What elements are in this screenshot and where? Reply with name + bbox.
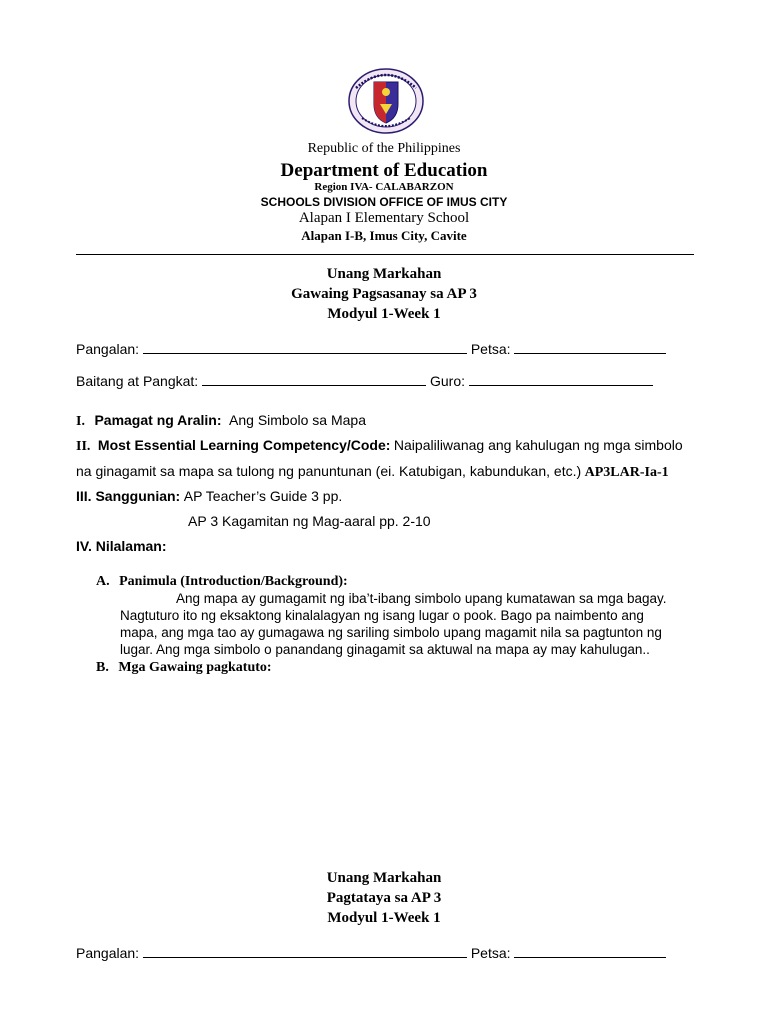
school-address: Alapan I-B, Imus City, Cavite (301, 228, 467, 243)
item-iii-ref2: AP 3 Kagamitan ng Mag-aaral pp. 2-10 (188, 513, 431, 529)
section1-title-activity: Gawaing Pagsasanay sa AP 3 (291, 286, 477, 302)
item-iii-label: III. Sanggunian: (76, 488, 181, 504)
item-iv-label: IV. Nilalaman: (76, 538, 167, 554)
item-ii-label: Most Essential Learning Competency/Code: (97, 437, 391, 453)
content-a-line1: Ang mapa ay gumagamit ng iba’t-ibang simbolo upang kumatawan sa mga bagay. (176, 591, 667, 606)
section2-title-quarter: Unang Markahan (326, 870, 442, 886)
content-b-letter: B. (96, 660, 109, 675)
header-divider (76, 254, 694, 255)
deped-seal-logo (348, 68, 424, 134)
item-iii-ref1: AP Teacher’s Guide 3 pp. (183, 488, 343, 504)
department-title: Department of Education (280, 160, 488, 181)
item-i-label: Pamagat ng Aralin: (94, 412, 222, 428)
content-a-line3: mapa, ang mga tao ay gumagawa ng sariling simbolo upang magamit nila sa pagtunton ng (120, 625, 662, 640)
content-a-letter: A. (96, 574, 110, 589)
item-references (76, 488, 342, 506)
item-ii-code: AP3LAR-Ia-1 (584, 465, 669, 480)
section1-title-quarter: Unang Markahan (326, 266, 442, 282)
grade-label: Baitang at Pangkat: (76, 373, 199, 389)
grade-field[interactable] (202, 373, 426, 386)
item-ii-number: II. (76, 439, 91, 454)
grade-teacher-row (76, 373, 653, 389)
region-line: Region IVA- CALABARZON (314, 181, 454, 193)
section1-title-module: Modyul 1-Week 1 (327, 306, 441, 322)
item-i-number: I. (76, 414, 85, 429)
content-a-line4: lugar. Ang mga simbolo o panandang ginagamit sa aktuwal na mapa ay may kahulugan.. (120, 642, 650, 657)
content-a-line2: Nagtuturo ito ng eksaktong kinalalagyan ng isang lugar o pook. Bago pa naimbento ang (120, 608, 644, 623)
content-b-title: Mga Gawaing pagkatuto: (118, 660, 272, 675)
assessment-name-label: Pangalan: (76, 945, 140, 961)
date-label: Petsa: (470, 341, 511, 357)
teacher-field[interactable] (469, 373, 653, 386)
name-label: Pangalan: (76, 341, 140, 357)
date-field[interactable] (514, 341, 666, 354)
section2-title-module: Modyul 1-Week 1 (327, 910, 441, 926)
name-field[interactable] (143, 341, 467, 354)
republic-line: Republic of the Philippines (307, 141, 461, 156)
section2-title-assessment: Pagtataya sa AP 3 (326, 890, 442, 906)
item-lesson-title (76, 412, 366, 430)
content-b-heading (96, 660, 272, 676)
item-melc (76, 437, 683, 455)
division-line: SCHOOLS DIVISION OFFICE OF IMUS CITY (260, 195, 508, 209)
content-a-title: Panimula (Introduction/Background): (119, 574, 348, 589)
item-ii-value-line2: na ginagamit sa mapa sa tulong ng panuntunan (ei. Katubigan, kabundukan, etc.) (76, 463, 582, 479)
assessment-date-field[interactable] (514, 945, 666, 958)
assessment-date-label: Petsa: (470, 945, 511, 961)
assessment-name-field[interactable] (143, 945, 467, 958)
item-melc-line2 (76, 463, 669, 481)
name-date-row (76, 341, 666, 357)
assessment-name-date-row (76, 945, 666, 961)
school-name: Alapan I Elementary School (298, 210, 470, 226)
item-i-value: Ang Simbolo sa Mapa (229, 412, 366, 428)
teacher-label: Guro: (429, 373, 465, 389)
item-ii-value-line1: Naipaliliwanag ang kahulugan ng mga simbolo (393, 437, 683, 453)
content-a-heading (96, 574, 348, 590)
